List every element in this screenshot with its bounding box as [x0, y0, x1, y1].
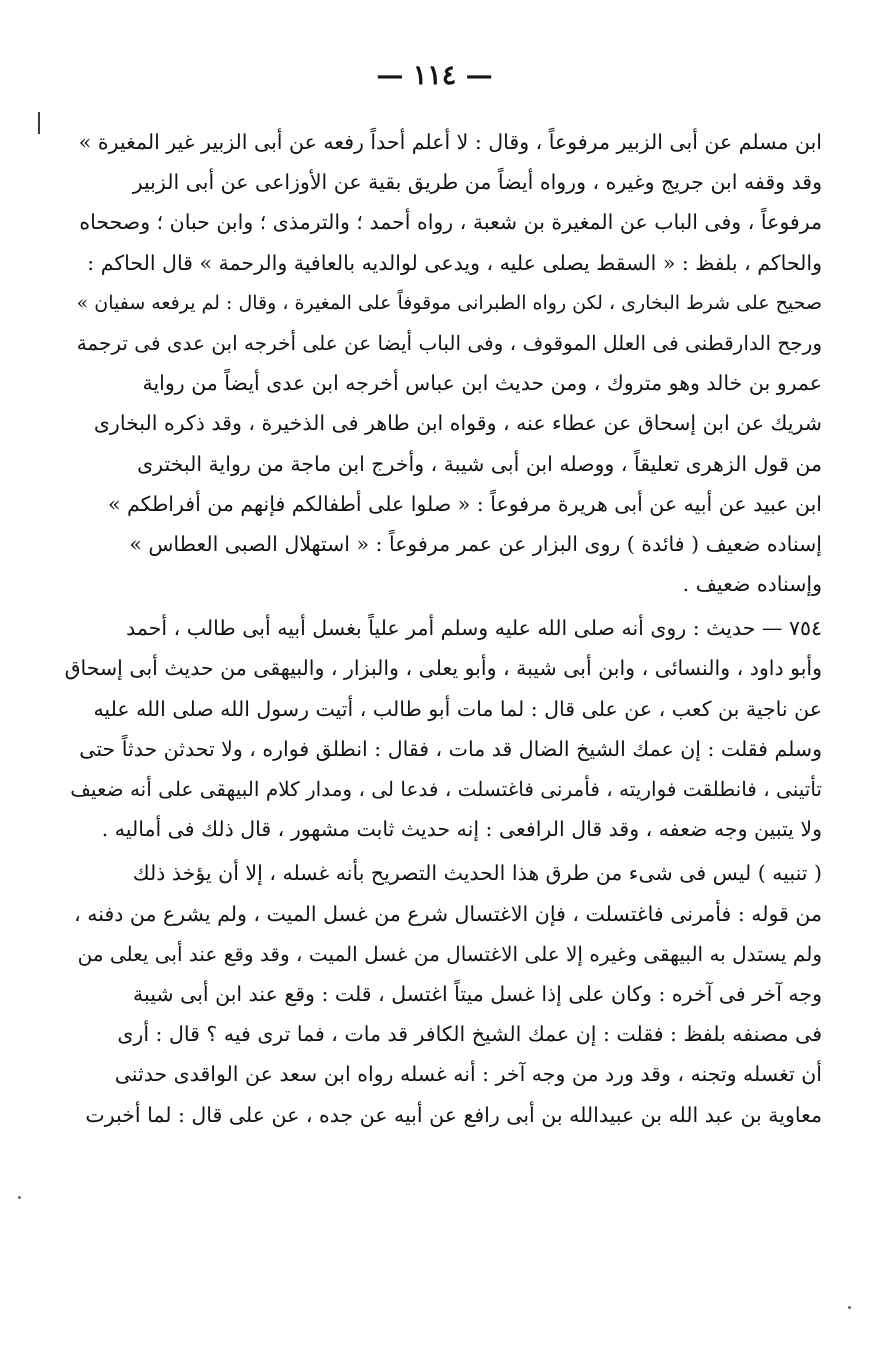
text-line: تأتينى ، فانطلقت فواريته ، فأمرنى فاغتسلت ، فدعا لى ، ومدار كلام البيهقى على أنه ضعيف — [70, 777, 822, 801]
text-line: صحيح على شرط البخارى ، لكن رواه الطبرانى موقوفاً على المغيرة ، وقال : لم يرفعه سفيان » — [76, 291, 822, 314]
text-line: عن ناجية بن كعب ، عن على قال : لما مات أبو طالب ، أتيت رسول الله صلى الله عليه — [93, 696, 822, 721]
text-line: من قوله : فأمرنى فاغتسلت ، فإن الاغتسال شرع من غسل الميت ، ولم يشرع من دفنه ، — [74, 901, 822, 926]
text-line: ولم يستدل به البيهقى وغيره إلا على الاغتسال من غسل الميت ، وقد وقع عند أبى يعلى من — [77, 941, 822, 966]
text-line: وأبو داود ، والنسائى ، وابن أبى شيبة ، وأبو يعلى ، والبزار ، والبيهقى من حديث أبى إسحاق — [64, 656, 822, 681]
hadith-heading-line: ٧٥٤ — حديث : روى أنه صلى الله عليه وسلم أمر علياً بغسل أبيه أبى طالب ، أحمد — [126, 616, 822, 641]
text-line: ولا يتبين وجه ضعفه ، وقد قال الرافعى : إنه حديث ثابت مشهور ، قال ذلك فى أماليه . — [101, 817, 822, 842]
page-number: — ١١٤ — — [376, 60, 493, 91]
text-line: ورجح الدارقطنى فى العلل الموقوف ، وفى الباب أيضا عن على أخرجه ابن عدى فى ترجمة — [76, 330, 822, 355]
scan-speck — [848, 1306, 851, 1309]
text-line: ابن مسلم عن أبى الزبير مرفوعاً ، وقال : لا أعلم أحداً رفعه عن أبى الزبير غير المغيرة » — [78, 130, 822, 154]
text-line: وقد وقفه ابن جريج وغيره ، ورواه أيضاً من طريق بقية عن الأوزاعى عن أبى الزبير — [132, 170, 822, 195]
paragraph-3 — [62, 853, 822, 1134]
text-line: ابن عبيد عن أبيه عن أبى هريرة مرفوعاً : « صلوا على أطفالكم فإنهم من أفراطكم » — [107, 491, 822, 516]
text-line: فى مصنفه بلفظ : فقلت : إن عمك الشيخ الكافر قد مات ، فما ترى فيه ؟ قال : أرى — [117, 1022, 822, 1047]
text-line: إسناده ضعيف ( فائدة ) روى البزار عن عمر مرفوعاً : « استهلال الصبى العطاس » — [129, 531, 822, 556]
page-body — [62, 122, 822, 1135]
text-line: وإسناده ضعيف . — [682, 572, 822, 597]
paragraph-2 — [62, 608, 822, 849]
scan-speck — [18, 1196, 21, 1199]
text-line: أن تغسله وتجنه ، وقد ورد من وجه آخر : أنه غسله رواه ابن سعد عن الواقدى حدثنى — [114, 1062, 822, 1087]
text-line: عمرو بن خالد وهو متروك ، ومن حديث ابن عباس أخرجه ابن عدى أيضاً من رواية — [142, 371, 822, 396]
text-line: وجه آخر فى آخره : وكان على إذا غسل ميتاً اغتسل ، قلت : وقع عند ابن أبى شيبة — [133, 981, 822, 1006]
text-line: من قول الزهرى تعليقاً ، ووصله ابن أبى شيبة ، وأخرج ابن ماجة من رواية البخترى — [137, 451, 822, 476]
text-line: وسلم فقلت : إن عمك الشيخ الضال قد مات ، فقال : انطلق فواره ، ولا تحدثن حدثاً حتى — [79, 736, 822, 761]
margin-mark — [38, 112, 40, 134]
text-line: ( تنبيه ) ليس فى شىء من طرق هذا الحديث التصريح بأنه غسله ، إلا أن يؤخذ ذلك — [132, 861, 822, 886]
text-line: والحاكم ، بلفظ : « السقط يصلى عليه ، ويدعى لوالديه بالعافية والرحمة » قال الحاكم : — [87, 250, 822, 275]
text-line: مرفوعاً ، وفى الباب عن المغيرة بن شعبة ، رواه أحمد ؛ والترمذى ؛ وابن حبان ؛ وصححاه — [79, 210, 822, 235]
text-line: شريك عن ابن إسحاق عن عطاء عنه ، وقواه ابن طاهر فى الذخيرة ، وقد ذكره البخارى — [93, 411, 822, 436]
text-line: معاوية بن عبد الله بن عبيدالله بن أبى رافع عن أبيه عن جده ، عن على قال : لما أخبرت — [85, 1102, 822, 1127]
paragraph-1 — [62, 122, 822, 604]
